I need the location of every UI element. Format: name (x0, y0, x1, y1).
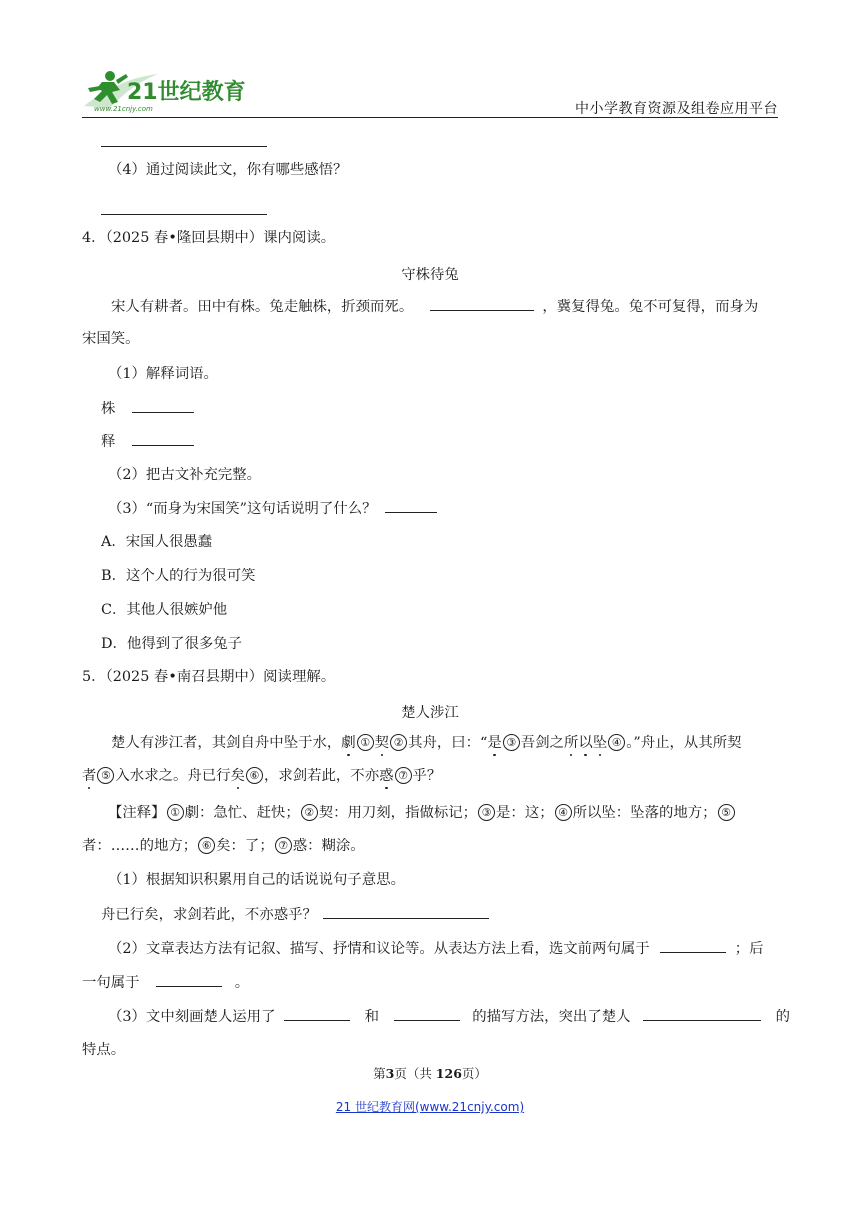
footer-link[interactable]: 21 世纪教育网(www.21cnjy.com) (335, 1100, 525, 1114)
fill-blank[interactable] (394, 1006, 460, 1021)
option-c[interactable]: C．其他人很嫉妒他 (101, 602, 228, 618)
fill-blank[interactable] (132, 398, 194, 413)
option-b[interactable]: B．这个人的行为很可笑 (101, 568, 256, 584)
page-number: 第3页（共 126页） (373, 1066, 487, 1081)
q5-sub3-line1: （3）文中刻画楚人运用了 和 的描写方法，突出了楚人 的 (108, 1006, 790, 1027)
option-d[interactable]: D．他得到了很多兔子 (101, 636, 243, 652)
header-divider (82, 117, 778, 118)
q5-sub2-line2: 一句属于 。 (82, 972, 249, 993)
q5-notes-line2: 者：……的地方； ⑥ 矣：了； ⑦ 惑：糊涂。 (82, 838, 365, 854)
q4-word2-row: 释 (101, 431, 194, 452)
footer-link-row (0, 1098, 860, 1115)
fill-blank[interactable] (156, 972, 222, 987)
q5-sub2-line1: （2）文章表达方法有记叙、描写、抒情和议论等。从表达方法上看，选文前两句属于 ；后 (108, 938, 764, 959)
q4-stem: 4．（2025 春•隆回县期中）课内阅读。 (82, 230, 336, 246)
fill-blank[interactable] (385, 498, 437, 513)
q4-word1-row: 株 (101, 398, 194, 419)
q5-sub1-sentence-row: 舟已行矣，求剑若此，不亦惑乎？ (101, 904, 489, 925)
q5-passage-title: 楚人涉江 (401, 705, 459, 721)
q5-passage-line2: 者 ⑤ 入水求之。舟已行矣 ⑥ ，求剑若此，不亦惑 ⑦ 乎？ (82, 768, 442, 784)
option-a[interactable]: A．宋国人很愚蠢 (101, 534, 213, 550)
svg-text:21世纪教育: 21世纪教育 (127, 80, 246, 105)
q4-passage-title: 守株待兔 (401, 267, 459, 283)
fill-blank[interactable] (323, 904, 489, 919)
fill-blank[interactable] (430, 296, 534, 311)
platform-title: 中小学教育资源及组卷应用平台 (575, 101, 778, 117)
answer-line[interactable] (101, 132, 267, 153)
q4-sub3: （3）“而身为宋国笑”这句话说明了什么？ (108, 498, 437, 519)
site-logo[interactable] (80, 68, 250, 114)
q5-notes-line1: 【注释】 ① 劇：急忙、赶快； ② 契：用刀刻，指做标记； ③ 是：这； ④ 所以坠：坠落的地方； ⑤ (108, 803, 736, 823)
fill-blank[interactable] (643, 1006, 761, 1021)
q4-passage-line1: 宋人有耕者。田中有株。兔走触株，折颈而死。 ，冀复得兔。兔不可复得，而身为 (111, 296, 758, 317)
q4-sub2: （2）把古文补充完整。 (108, 467, 262, 483)
q5-sub1: （1）根据知识积累用自己的话说说句子意思。 (108, 872, 405, 888)
fill-blank[interactable] (660, 938, 726, 953)
answer-line[interactable] (101, 200, 267, 221)
q4-passage-line2: 宋国笑。 (82, 331, 140, 347)
q5-sub3-line2: 特点。 (82, 1042, 126, 1058)
runner-logo-icon (80, 68, 250, 114)
q3-sub4: （4）通过阅读此文，你有哪些感悟？ (108, 162, 348, 178)
fill-blank[interactable] (132, 431, 194, 446)
svg-text:www.21cnjy.com: www.21cnjy.com (94, 105, 153, 113)
q4-sub1: （1）解释词语。 (108, 366, 218, 382)
q5-stem: 5．（2025 春•南召县期中）阅读理解。 (82, 669, 336, 685)
fill-blank[interactable] (284, 1006, 350, 1021)
q5-passage-line1: 楚人有涉江者，其剑自舟中坠于水，劇 ① 契 ② 其舟，曰：“是 ③ 吾剑之所以坠 ④ 。”舟止，从其所契 (111, 735, 742, 751)
